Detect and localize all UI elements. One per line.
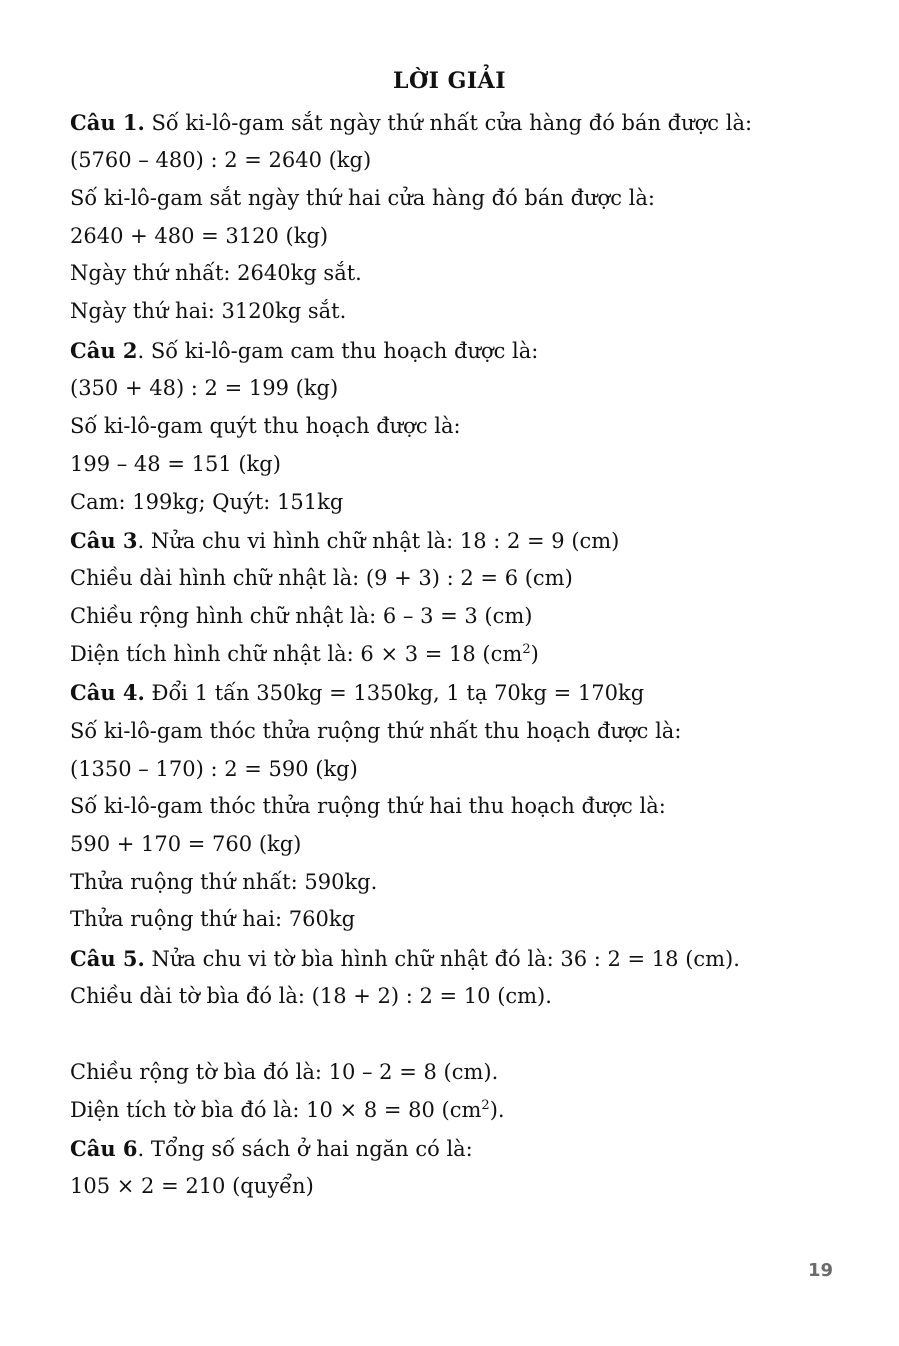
q6-text: . Tổng số sách ở hai ngăn có là: <box>137 1137 473 1161</box>
q4-line-3: (1350 – 170) : 2 = 590 (kg) <box>70 757 358 781</box>
q2-label: Câu 2 <box>70 338 138 363</box>
q5-label: Câu 5. <box>70 946 145 971</box>
q5-line-2: Chiều dài tờ bìa đó là: (18 + 2) : 2 = 10 (cm). <box>70 984 552 1008</box>
q4-line-6: Thửa ruộng thứ nhất: 590kg. <box>70 870 378 894</box>
q5-heading-line <box>70 944 740 974</box>
q1-line-2: (5760 – 480) : 2 = 2640 (kg) <box>70 148 372 172</box>
q2-line-5: Cam: 199kg; Quýt: 151kg <box>70 490 344 514</box>
q3-line-2: Chiều dài hình chữ nhật là: (9 + 3) : 2 = 6 (cm) <box>70 566 573 590</box>
page-number: 19 <box>807 1260 833 1281</box>
q1-line-3: Số ki-lô-gam sắt ngày thứ hai cửa hàng đó bán được là: <box>70 186 655 210</box>
q5-line-3: Chiều rộng tờ bìa đó là: 10 – 2 = 8 (cm). <box>70 1060 499 1084</box>
q3-heading-line <box>70 526 619 556</box>
q6-label: Câu 6 <box>70 1136 138 1161</box>
q4-heading-line <box>70 678 644 708</box>
q5-line-4 <box>70 1095 505 1125</box>
q5-line-4-text: Diện tích tờ bìa đó là: 10 × 8 = 80 (cm <box>70 1098 482 1122</box>
q4-label: Câu 4. <box>70 680 145 705</box>
q3-line-4-text: Diện tích hình chữ nhật là: 6 × 3 = 18 (cm <box>70 642 523 666</box>
q2-text: . Số ki-lô-gam cam thu hoạch được là: <box>137 339 539 363</box>
q5-text: Nửa chu vi tờ bìa hình chữ nhật đó là: 36 : 2 = 18 (cm). <box>144 947 740 971</box>
q3-label: Câu 3 <box>70 528 138 553</box>
q3-line-3: Chiều rộng hình chữ nhật là: 6 – 3 = 3 (cm) <box>70 604 533 628</box>
q1-line-5: Ngày thứ nhất: 2640kg sắt. <box>70 261 362 285</box>
q1-line-4: 2640 + 480 = 3120 (kg) <box>70 224 329 248</box>
q1-line-6: Ngày thứ hai: 3120kg sắt. <box>70 299 347 323</box>
q1-label: Câu 1. <box>70 110 145 135</box>
q3-line-4-end: ) <box>530 642 539 666</box>
q4-line-7: Thửa ruộng thứ hai: 760kg <box>70 907 356 931</box>
q1-heading-line <box>70 108 752 138</box>
q1-text: Số ki-lô-gam sắt ngày thứ nhất cửa hàng đó bán được là: <box>144 111 753 135</box>
page-title: LỜI GIẢI <box>392 68 507 94</box>
q2-line-4: 199 – 48 = 151 (kg) <box>70 452 281 476</box>
q3-text: . Nửa chu vi hình chữ nhật là: 18 : 2 = 9 (cm) <box>137 529 620 553</box>
q3-exponent: 2 <box>522 642 531 657</box>
q2-line-3: Số ki-lô-gam quýt thu hoạch được là: <box>70 414 461 438</box>
q5-exponent: 2 <box>481 1098 490 1113</box>
q6-heading-line <box>70 1134 473 1164</box>
q3-line-4 <box>70 639 539 669</box>
q4-text: Đổi 1 tấn 350kg = 1350kg, 1 tạ 70kg = 170kg <box>144 681 645 705</box>
q2-line-2: (350 + 48) : 2 = 199 (kg) <box>70 376 339 400</box>
q2-heading-line <box>70 336 538 366</box>
q4-line-5: 590 + 170 = 760 (kg) <box>70 832 302 856</box>
q4-line-4: Số ki-lô-gam thóc thửa ruộng thứ hai thu hoạch được là: <box>70 794 666 818</box>
q4-line-2: Số ki-lô-gam thóc thửa ruộng thứ nhất thu hoạch được là: <box>70 719 682 743</box>
q5-line-4-end: ). <box>489 1098 505 1122</box>
q6-line-2: 105 × 2 = 210 (quyển) <box>70 1174 314 1198</box>
